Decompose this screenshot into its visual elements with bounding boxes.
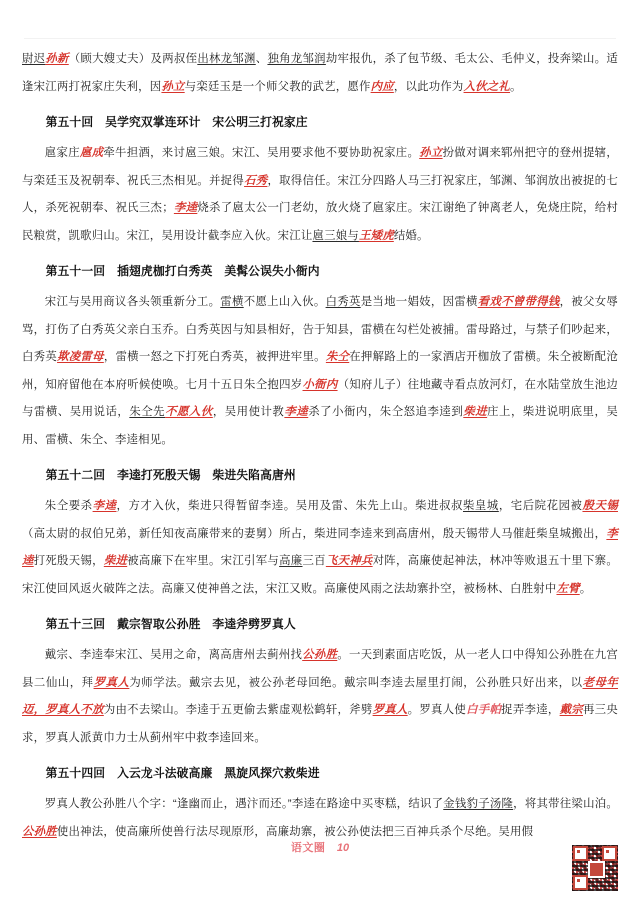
body-text: （顾大嫂丈夫）及两叔侄 [68,53,198,65]
body-text: 不愿上山入伙。 [243,296,326,308]
annotation-underline: 扈三娘与 [312,229,359,242]
footer-brand-label: 语文圈 [290,842,326,854]
body-text: 对阵，高廉使起神法，林冲等败退五十里下寨。宋江使回风返火破阵之法。高廉又使神兽之法，宋江又败。高廉使风雨之法劫寨扑空，被杨林、白胜射中 [22,555,618,595]
summary-chapter-53 [22,642,618,752]
body-text: 。 [579,582,592,595]
annotation-highlight: 李逵 [284,406,309,418]
annotation-highlight: 孙新 [45,53,69,65]
annotation-highlight: 石秀 [244,174,268,187]
annotation-underline: 白秀英 [325,296,361,308]
body-text: 打死殷天锡， [33,555,104,567]
body-text: 、 [255,53,268,65]
qr-center-logo-icon [588,861,605,878]
body-text: 劫牢报仇，杀了包节级、毛太公、毛仲义，投奔梁山。适逢宋江两打祝家庄失利，因 [22,53,618,93]
annotation-highlight: 白手帕 [466,704,502,716]
annotation-highlight: 罗真人 [93,676,130,689]
chapter-heading-54: 第五十四回 入云龙斗法破高廉 黑旋风探穴救柴进 [45,766,320,780]
body-text: 。 [510,80,522,93]
annotation-highlight: 入伙之礼 [463,80,511,93]
annotation-underline: 柴皇城 [462,500,499,512]
annotation-underline: 出林龙邹渊 [197,53,256,65]
annotation-highlight: 殷天锡 [582,500,618,512]
body-text: ，被父女辱骂，打伤了白秀英父亲白玉乔。白秀英因与知县相好，告于知县，雷横在勾栏处被捕。雷母路过，与禁子们吵起来，白秀英 [22,296,619,363]
annotation-underline: 金钱豹子汤隆 [443,798,514,810]
body-text: 戴宗、李逵奉宋江、吴用之命，离高唐州去蓟州找 [44,649,303,661]
body-text: 捉弄李逵， [501,704,560,716]
body-text: 宋江与吴用商议各头领重新分工。 [44,296,221,308]
annotation-highlight: 左臂 [556,582,580,595]
body-text: 与栾廷玉是一个师父教的武艺，愿作 [184,80,371,93]
qr-finder-bottom-left-icon [573,875,588,890]
annotation-highlight: 小衙内 [302,378,338,391]
body-text: ，将其带往梁山泊。 [513,798,618,810]
chapter-heading-53: 第五十三回 戴宗智取公孙胜 李逵斧劈罗真人 [45,617,296,631]
body-text: 庄上，柴进说明底里，吴用、雷横、朱仝、李逵相见。 [22,406,618,446]
body-text: 杀了小衙内，朱仝怒追李逵到 [308,406,464,418]
qr-finder-top-right-icon [602,846,617,861]
annotation-underline: 独角龙邹润 [267,53,326,65]
body-text: ，吴用使计教 [212,406,285,418]
annotation-highlight: 欺凌雷母 [57,351,104,363]
body-text: ，以此功作为 [393,80,464,93]
annotation-highlight: 罗真人 [372,704,408,716]
body-text: 朱仝要杀 [44,500,93,512]
summary-chapter-50 [22,140,618,250]
footer-page-number: 10 [336,842,350,854]
annotation-highlight: 公孙胜 [302,649,338,661]
body-text: 扈家庄 [44,147,80,159]
body-text: ，方才入伙，柴进只得暂留李逵。吴用及雷、朱先上山。柴进叔叔 [116,500,463,512]
annotation-highlight: 柴进 [103,555,128,567]
body-text: 被高廉下在牢里。宋江引军与 [127,555,280,567]
annotation-highlight: 扈成 [79,147,104,159]
chapter-heading-51: 第五十一回 插翅虎枷打白秀英 美髯公误失小衙内 [45,264,320,278]
annotation-underline: 朱仝先 [129,406,166,418]
body-text: 再三央求，罗真人派黄巾力士从蓟州牢中救李逵回来。 [22,704,618,744]
summary-chapter-51 [22,289,618,454]
body-text: 。罗真人使 [407,704,467,716]
summary-chapter-52 [22,493,618,603]
annotation-highlight: 孙立 [419,147,443,159]
chapter-heading-52: 第五十二回 李逵打死殷天锡 柴进失陷高唐州 [45,468,296,482]
annotation-highlight: 李逵 [22,527,618,567]
body-text: 是当地一娼妓，因雷横 [360,296,478,308]
body-text: 。一天到素面店吃饭，从一老人口中得知公孙胜在九宫县二仙山，拜 [22,649,618,689]
body-text: 使出神法，使高廉所使兽行法尽现原形，高廉劫寨，被公孙使法把三百神兵杀个尽绝。吴用假 [56,825,534,838]
chapter-heading-50: 第五十回 吴学究双掌连环计 宋公明三打祝家庄 [45,115,308,129]
annotation-highlight: 王矮虎 [358,229,394,242]
body-text: 结婚。 [393,229,429,242]
body-text: （知府儿子）往地藏寺看点放河灯，在水陆堂放生池边与雷横、吴用说话， [22,378,618,418]
page-top-rule [24,38,616,39]
annotation-highlight: 不愿入伙 [165,406,213,418]
annotation-highlight: 公孙胜 [22,825,57,838]
annotation-highlight: 内应 [370,80,394,93]
page-footer [0,838,640,856]
annotation-underline: 雷横 [220,296,244,308]
annotation-highlight: 朱仝 [325,351,350,363]
annotation-highlight: 看戏不曾带得钱 [477,296,560,308]
qr-finder-top-left-icon [573,846,588,861]
body-text: 扮做对调来郓州把守的登州提辖，与栾廷玉及祝朝奉、祝氏三杰相见。并捉得 [22,147,618,187]
annotation-highlight: 孙立 [161,80,185,93]
body-text: 为师学法。戴宗去见，被公孙老母回绝。戴宗叫李逵去屋里打闹，公孙胜只好出来，以 [129,676,583,689]
body-text: （高太尉的叔伯兄弟，新任知夜高廉带来的妻舅）所占，柴进同李逵来到高唐州，殷天锡带人马催赶柴皇城搬出， [22,527,607,540]
annotation-underline: 高廉 [279,555,303,567]
body-text: ，雷横一怒之下打死白秀英，被押进牢里。 [103,351,326,363]
annotation-highlight: 戴宗 [559,704,583,716]
annotation-underline: 尉迟 [22,53,46,65]
body-text: 三百 [302,555,326,567]
body-text: 在押解路上的一家酒店开枷放了雷横。朱仝被断配沧州，知府留他在本府听候使唤。七月十五日朱仝抱四岁 [22,351,618,391]
continued-paragraph-chapter-49 [22,46,618,101]
qr-code[interactable] [572,845,618,891]
body-text: 为由不去梁山。李逵于五更偷去紫虚观松鹤轩，斧劈 [103,704,373,716]
document-content [22,0,618,846]
body-text: 罗真人教公孙胜八个字：“逢幽而止，遇汴而还。”李逵在路途中买枣糕，结识了 [44,798,444,810]
annotation-highlight: 柴进 [463,406,488,418]
annotation-highlight: 飞天神兵 [325,555,373,567]
body-text: ，宅后院花园被 [498,500,583,512]
body-text: 烧杀了扈太公一门老幼，放火烧了扈家庄。宋江谢绝了钟离老人，免烧庄院，给村民粮赏，凯歌归山。宋江，吴用设计截李应入伙。宋江让 [22,202,618,242]
annotation-highlight: 李逵 [173,202,198,214]
annotation-highlight: 老母年迈，罗真人不放 [22,676,619,716]
body-text: ，取得信任。宋江分四路人马三打祝家庄，邹渊、邹润放出被捉的七人，杀死祝朝奉、祝氏三杰； [22,174,618,214]
annotation-highlight: 李逵 [92,500,117,512]
body-text: 牵牛担酒，来讨扈三娘。宋江、吴用要求他不要协助祝家庄。 [103,147,420,159]
